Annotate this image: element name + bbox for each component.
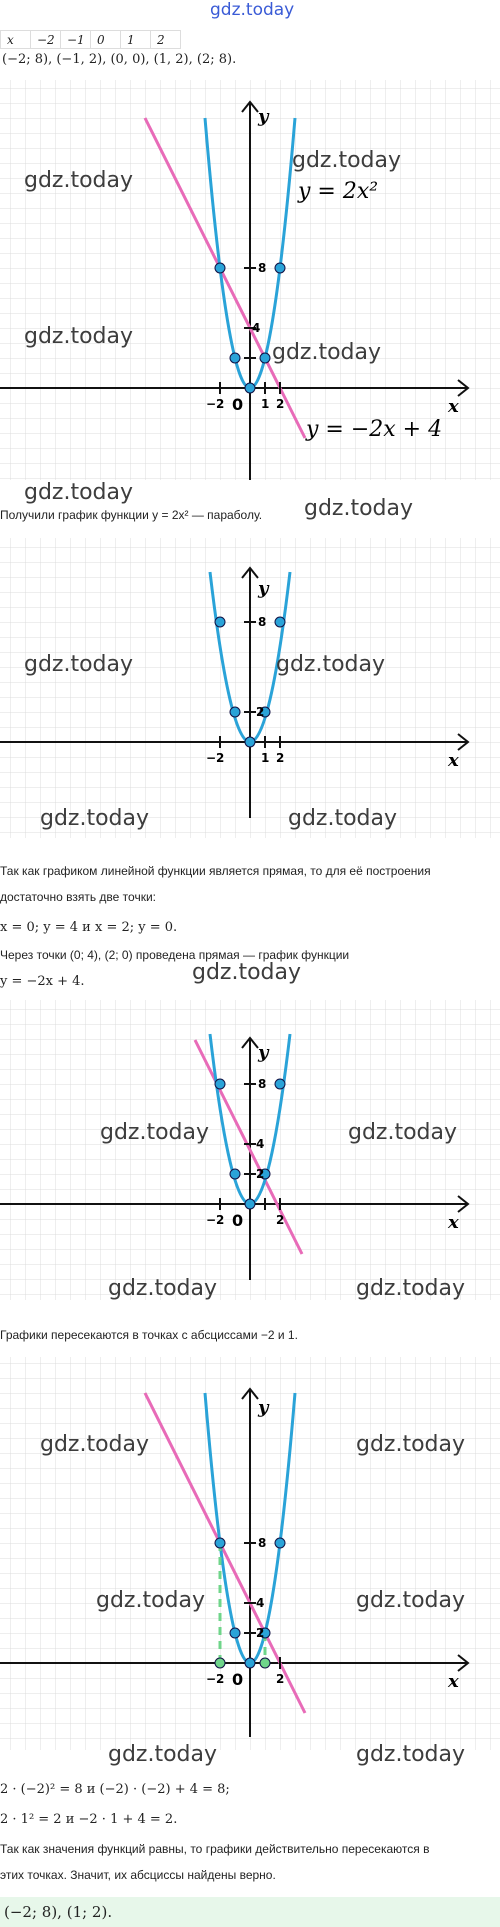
watermark: gdz.today	[24, 168, 134, 193]
tick-label: 2	[256, 1167, 265, 1181]
y-axis-label: y	[258, 1042, 269, 1063]
watermark: gdz.today	[192, 960, 302, 985]
watermark: gdz.today	[24, 480, 134, 505]
watermark: gdz.today	[276, 652, 386, 677]
watermark: gdz.today	[292, 148, 402, 173]
math-line: 2 · 1² = 2 и −2 · 1 + 4 = 2.	[0, 1812, 178, 1827]
paragraph: Через точки (0; 4), (2; 0) проведена прямая — график функции	[0, 948, 350, 962]
tick-label: −2	[206, 397, 225, 411]
caption-text: Получили график функции y = 2x² — параболу.	[0, 508, 263, 522]
watermark: gdz.today	[304, 496, 414, 521]
x-axis-label: x	[448, 1212, 459, 1233]
paragraph: этих точках. Значит, их абсциссы найдены верно.	[0, 1868, 276, 1882]
watermark: gdz.today	[356, 1276, 466, 1301]
intersection-abscissa-point	[260, 1658, 270, 1668]
tick-label: −2	[206, 751, 225, 765]
math-line: y = −2x + 4.	[0, 974, 85, 989]
point	[275, 263, 285, 273]
watermark: gdz.today	[100, 1120, 210, 1145]
tick-label: 4	[256, 1137, 265, 1151]
watermark: gdz.today	[24, 652, 134, 677]
watermark: gdz.today	[40, 806, 150, 831]
math-line: x = 0; y = 4 и x = 2; y = 0.	[0, 920, 178, 935]
watermark: gdz.today	[288, 806, 398, 831]
watermark: gdz.today	[272, 340, 382, 365]
table-cell: −2	[31, 31, 61, 49]
tick-label: 8	[258, 1077, 267, 1091]
tick-label: −2	[206, 1672, 225, 1686]
paragraph: достаточно взять две точки:	[0, 890, 156, 904]
watermark: gdz.today	[348, 1120, 458, 1145]
tick-label: 2	[256, 1626, 265, 1640]
origin-label: 0	[232, 1211, 244, 1230]
value-table	[0, 30, 181, 49]
table-cell: x	[1, 31, 31, 49]
watermark: gdz.today	[24, 324, 134, 349]
graph-intersections	[0, 1357, 500, 1750]
points-list: (−2; 8), (−1, 2), (0, 0), (1, 2), (2; 8).	[2, 52, 237, 67]
tick-label: 8	[258, 1536, 267, 1550]
tick-label: −2	[206, 1213, 225, 1227]
x-axis-label: x	[448, 396, 459, 417]
intersection-abscissa-point	[215, 1658, 225, 1668]
point	[245, 383, 255, 393]
x-axis-label: x	[448, 1671, 459, 1692]
tick-label: 1	[261, 751, 270, 765]
graph-parabola	[0, 538, 500, 838]
watermark: gdz.today	[356, 1742, 466, 1767]
table-cell: 0	[91, 31, 121, 49]
tick-label: 2	[276, 397, 285, 411]
table-cell: 2	[151, 31, 181, 49]
y-axis-label: y	[258, 1397, 269, 1418]
table-cell: 1	[121, 31, 151, 49]
point	[230, 353, 240, 363]
origin-label: 0	[232, 1670, 244, 1689]
watermark: gdz.today	[108, 1742, 218, 1767]
paragraph: Так как графиком линейной функции является прямая, то для её построения	[0, 864, 431, 878]
graph-both	[0, 1000, 500, 1300]
point	[260, 353, 270, 363]
watermark: gdz.today	[108, 1276, 218, 1301]
table-cell: −1	[61, 31, 91, 49]
tick-label: 2	[276, 751, 285, 765]
paragraph: Так как значения функций равны, то графики действительно пересекаются в	[0, 1842, 430, 1856]
tick-label: 2	[276, 1213, 285, 1227]
watermark: gdz.today	[40, 1432, 150, 1457]
watermark: gdz.today	[356, 1588, 466, 1613]
tick-label: 4	[252, 321, 261, 335]
tick-label: 4	[256, 1596, 265, 1610]
tick-label: 1	[261, 397, 270, 411]
parabola-equation: y = 2x²	[298, 179, 379, 204]
x-axis-label: x	[448, 750, 459, 771]
watermark: gdz.today	[96, 1588, 206, 1613]
answer-box: (−2; 8), (1; 2).	[0, 1897, 500, 1927]
math-line: 2 · (−2)² = 8 и (−2) · (−2) + 4 = 8;	[0, 1782, 230, 1797]
point	[215, 263, 225, 273]
line-equation: y = −2x + 4	[306, 417, 443, 442]
brand-watermark: gdz.today	[210, 0, 295, 20]
tick-label: 8	[258, 261, 267, 275]
graph-parabola-and-line	[0, 80, 500, 480]
y-axis-label: y	[258, 578, 269, 599]
tick-label: 2	[256, 705, 265, 719]
tick-label: 2	[276, 1672, 285, 1686]
origin-label: 0	[232, 395, 244, 414]
paragraph: Графики пересекаются в точках с абсциссами −2 и 1.	[0, 1328, 298, 1342]
watermark: gdz.today	[356, 1432, 466, 1457]
y-axis-label: y	[258, 106, 269, 127]
tick-label: 8	[258, 615, 267, 629]
